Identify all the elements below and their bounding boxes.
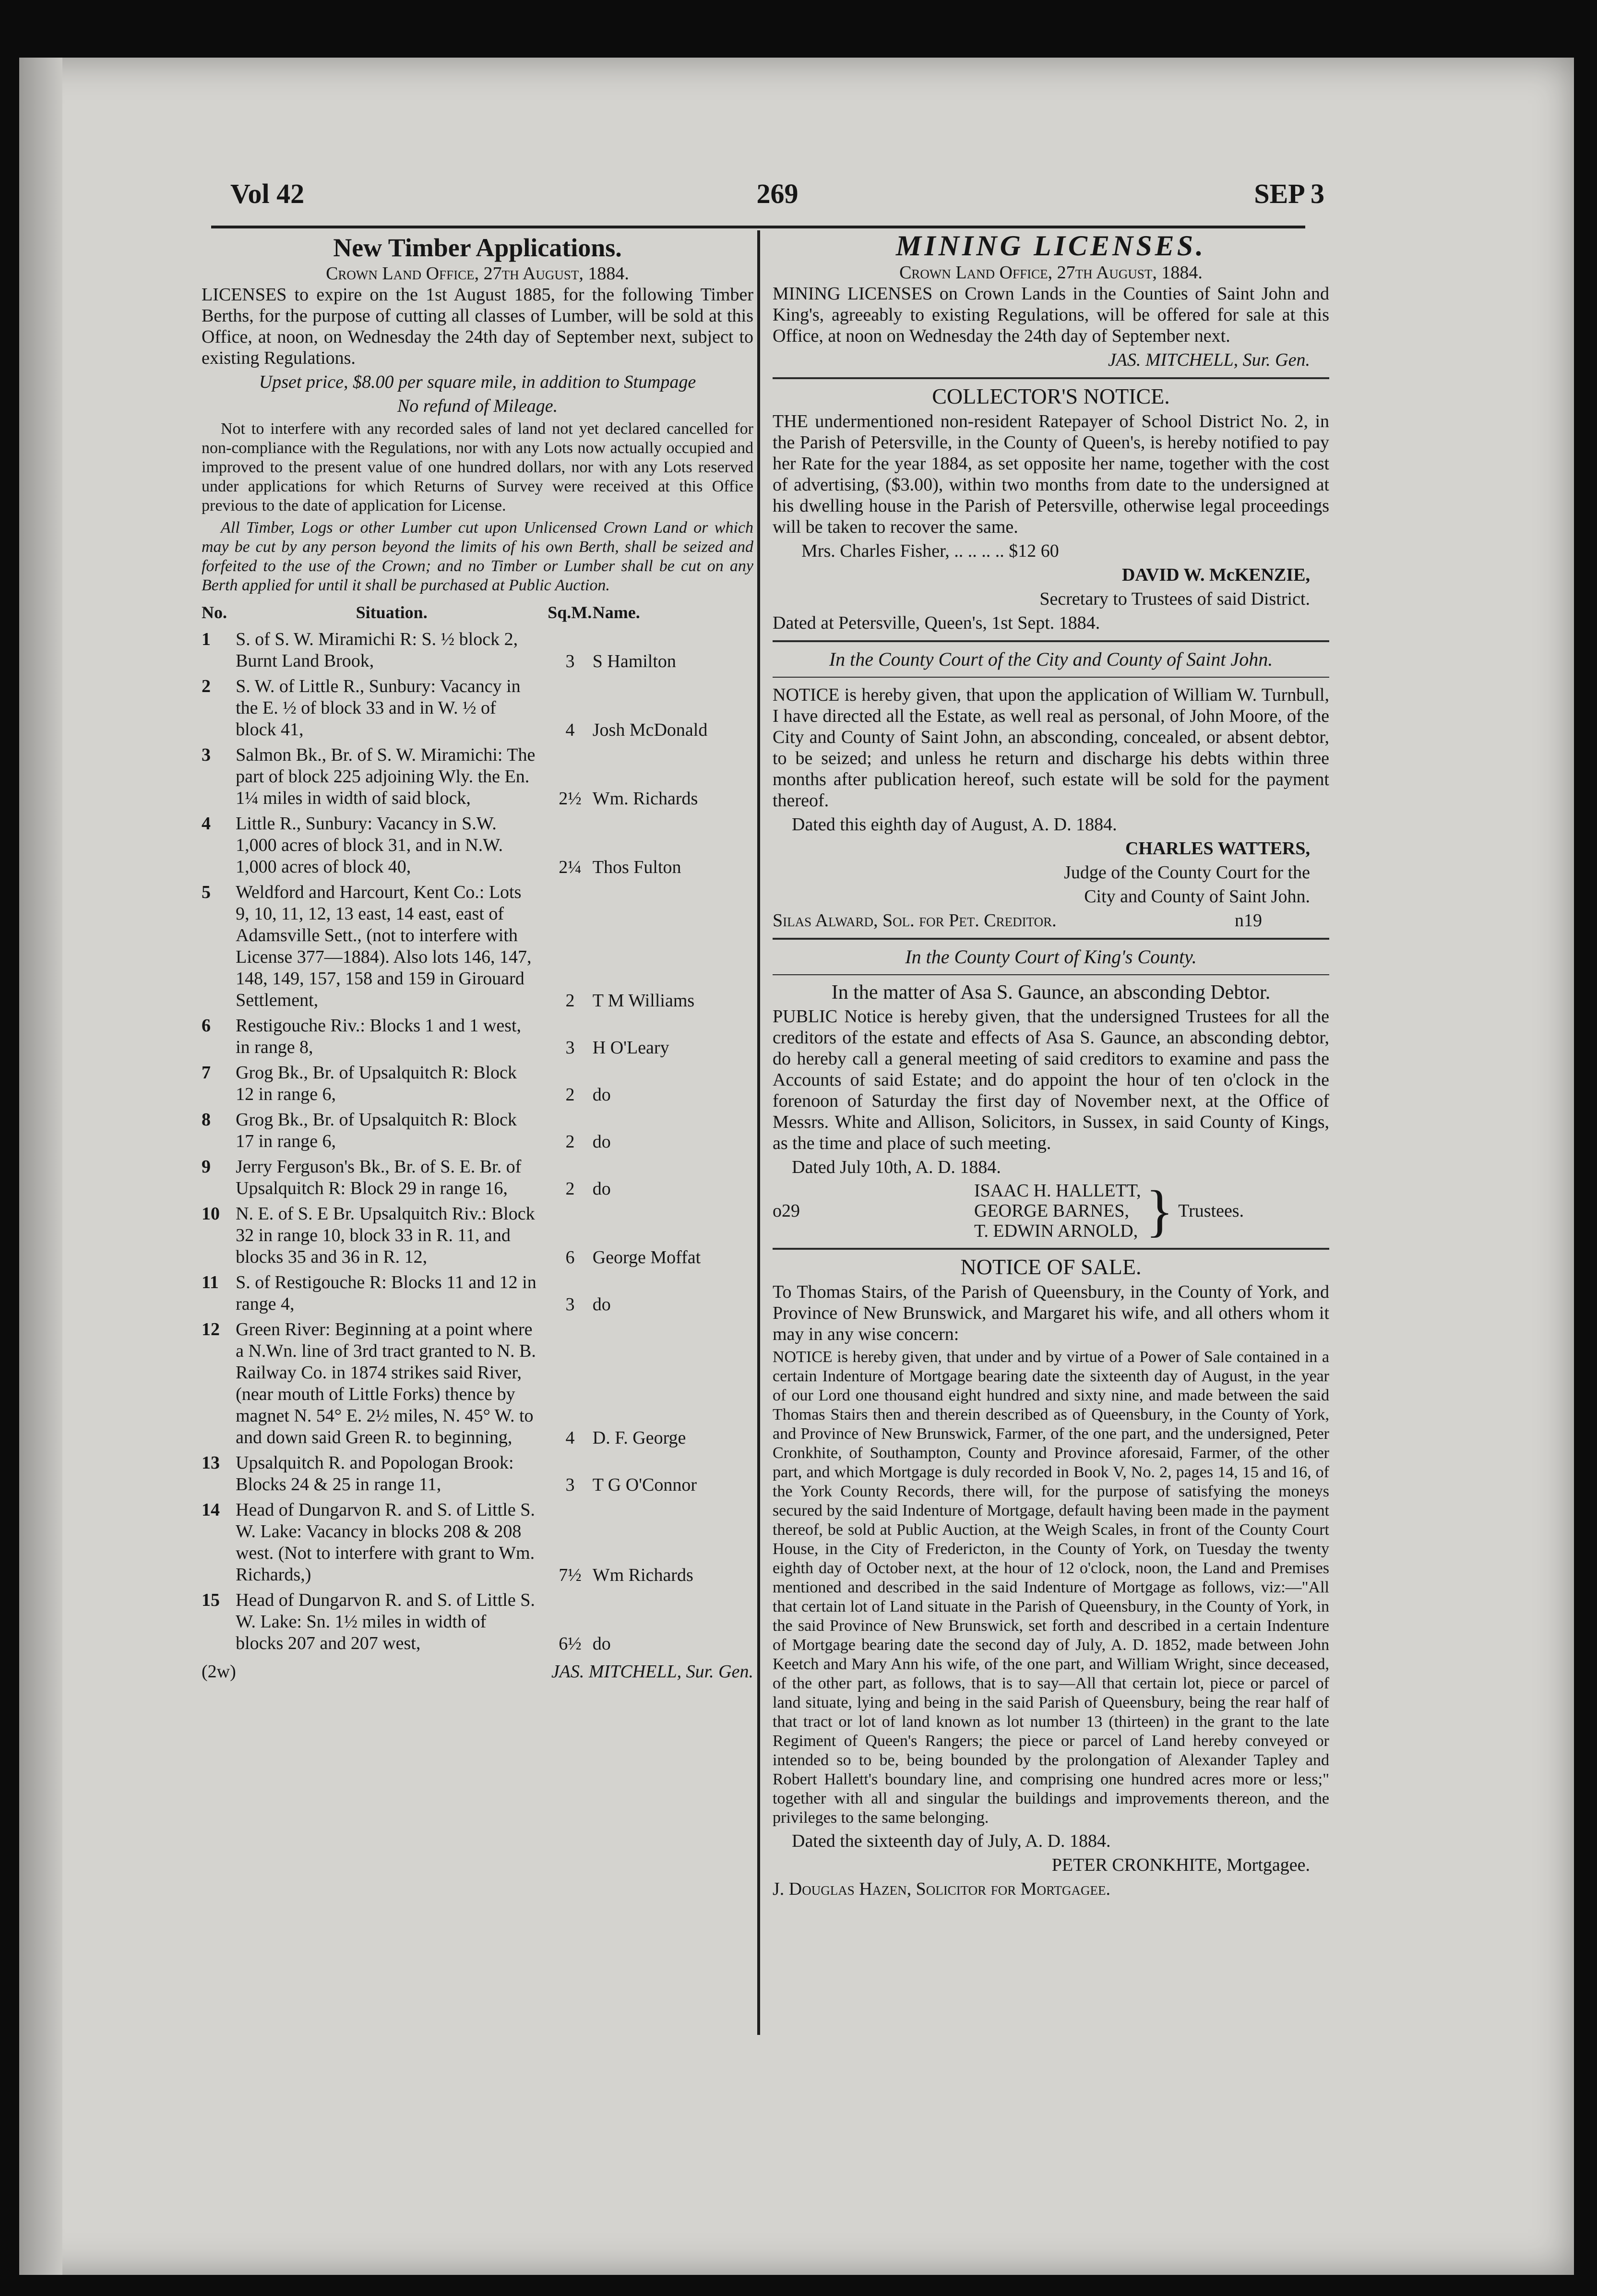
collector-date: Dated at Petersville, Queen's, 1st Sept. 1884. xyxy=(773,613,1100,633)
table-row xyxy=(202,674,753,742)
row-name: do xyxy=(592,1294,611,1315)
row-situation: Salmon Bk., Br. of S. W. Miramichi: The part of block 225 adjoining Wly. the En. 1¼ miles in width of said block, xyxy=(236,745,536,808)
page-number: 269 xyxy=(756,178,798,209)
table-row xyxy=(202,880,753,1013)
sale-addressee: To Thomas Stairs, of the Parish of Queensbury, in the County of York, and Province of New Brunswick, and Margaret his wife, and all others whom it may in any wise concern: xyxy=(773,1282,1329,1344)
table-row xyxy=(202,811,753,880)
section-rule xyxy=(773,1248,1329,1250)
trustee-name: T. EDWIN ARNOLD, xyxy=(974,1221,1138,1241)
row-sqm: 2 xyxy=(565,991,575,1011)
sale-solicitor: J. Douglas Hazen, Solicitor for Mortgagee. xyxy=(773,1879,1110,1899)
volume-label: Vol 42 xyxy=(230,178,305,209)
court1-text: NOTICE is hereby given, that upon the application of William W. Turnbull, I have directed all the Estate, as well real as personal, of John Moore, of the City and County of Saint John, an absconding, concealed, or absent debtor, to be seized; and unless he return and discharge his debts within three months after publication hereof, such estate will be sold for the payment thereof. xyxy=(773,685,1329,811)
court1-sig-title: Judge of the County Court for the xyxy=(1064,862,1310,883)
row-situation: Head of Dungarvon R. and S. of Little S. W. Lake: Vacancy in blocks 208 & 208 west. (Not to interfere with grant to Wm. Richards,) xyxy=(236,1500,535,1585)
court2-title: In the County Court of King's County. xyxy=(905,946,1197,968)
row-no: 2 xyxy=(202,676,211,696)
row-situation: Upsalquitch R. and Popologan Brook: Blocks 24 & 25 in range 11, xyxy=(236,1453,514,1495)
mining-signature: JAS. MITCHELL, Sur. Gen. xyxy=(1108,350,1310,370)
table-row xyxy=(202,1270,753,1317)
mining-office-line: Crown Land Office, 27th August, 1884. xyxy=(899,263,1203,283)
court1-sig-name: CHARLES WATTERS, xyxy=(1125,838,1310,859)
row-sqm: 3 xyxy=(565,651,575,671)
row-sqm: 2 xyxy=(565,1085,575,1105)
row-no: 11 xyxy=(202,1272,219,1292)
timber-footer-signature: JAS. MITCHELL, Sur. Gen. xyxy=(551,1662,753,1682)
table-row xyxy=(202,1060,753,1107)
row-no: 1 xyxy=(202,629,211,649)
court1-solicitor-line xyxy=(773,910,1329,931)
row-situation: S. of Restigouche R: Blocks 11 and 12 in range 4, xyxy=(236,1272,536,1314)
row-sqm: 2¼ xyxy=(559,857,582,877)
row-sqm: 3 xyxy=(565,1294,575,1315)
row-situation: Weldford and Harcourt, Kent Co.: Lots 9, 10, 11, 12, 13 east, 14 east, east of Adamsville Sett., (not to interfere with License 377—1884). Also lots 146, 147, 148, 149, 157, 158 and 159 in Girouard Settlement, xyxy=(236,882,532,1010)
row-situation: S. of S. W. Miramichi R: S. ½ block 2, Burnt Land Brook, xyxy=(236,629,518,671)
court1-solicitor: Silas Alward, Sol. for Pet. Creditor. xyxy=(773,910,1057,931)
row-no: 3 xyxy=(202,745,211,765)
table-row xyxy=(202,1107,753,1154)
table-row xyxy=(202,1588,753,1656)
section-rule xyxy=(773,974,1329,975)
row-situation: Grog Bk., Br. of Upsalquitch R: Block 12 in range 6, xyxy=(236,1063,517,1104)
row-name: Wm. Richards xyxy=(592,789,698,809)
row-no: 13 xyxy=(202,1453,220,1473)
row-name: do xyxy=(592,1132,611,1152)
col-situation: Situation. xyxy=(356,603,428,622)
row-name: Wm Richards xyxy=(592,1565,693,1585)
timber-note-seizure: All Timber, Logs or other Lumber cut upon Unlicensed Crown Land or which may be cut by any person beyond the limits of his own Berth, shall be seized and forfeited to the use of the Crown; and no Timber or Lumber shall be cut on any Berth applied for until it shall be purchased at Public Auction. xyxy=(202,519,753,594)
trustee-name: ISAAC H. HALLETT, xyxy=(974,1181,1141,1201)
court1-title: In the County Court of the City and County of Saint John. xyxy=(829,648,1273,670)
col-name: Name. xyxy=(592,603,640,622)
collector-sig-title: Secretary to Trustees of said District. xyxy=(1039,589,1310,609)
col-no: No. xyxy=(202,603,227,622)
court1-date: Dated this eighth day of August, A. D. 1884. xyxy=(792,814,1117,835)
row-sqm: 3 xyxy=(565,1038,575,1058)
row-situation: Jerry Ferguson's Bk., Br. of S. E. Br. of Upsalquitch R: Block 29 in range 16, xyxy=(236,1157,522,1198)
sale-date: Dated the sixteenth day of July, A. D. 1884. xyxy=(792,1831,1111,1851)
row-name: T G O'Connor xyxy=(592,1475,697,1495)
collector-title: COLLECTOR'S NOTICE. xyxy=(932,384,1170,408)
col-sqm: Sq.M. xyxy=(548,603,592,622)
right-column xyxy=(773,230,1329,1902)
row-situation: Little R., Sunbury: Vacancy in S.W. 1,000 acres of block 31, and in N.W. 1,000 acres of block 40, xyxy=(236,813,503,877)
row-no: 15 xyxy=(202,1590,220,1610)
court2-code: o29 xyxy=(773,1201,800,1221)
row-name: do xyxy=(592,1085,611,1105)
row-situation: Head of Dungarvon R. and S. of Little S. W. Lake: Sn. 1½ miles in width of blocks 207 and 207 west, xyxy=(236,1590,535,1653)
table-row xyxy=(202,1013,753,1060)
row-sqm: 3 xyxy=(565,1475,575,1495)
row-situation: N. E. of S. E Br. Upsalquitch Riv.: Block 32 in range 10, block 33 in R. 11, and blocks 35 and 36 in R. 12, xyxy=(236,1204,535,1267)
sale-text: NOTICE is hereby given, that under and by virtue of a Power of Sale contained in a certain Indenture of Mortgage bearing date the sixteenth day of August, in the year of our Lord one thousand eight hundred and sixty nine, and made between the said Thomas Stairs then and therein described as of Queensbury, in the County of York, and Province of New Brunswick, Farmer, of the one part, and the undersigned, Peter Cronkhite, of Southampton, County and Province aforesaid, Farmer, of the other part, and which Mortgage is duly recorded in Book V, No. 2, pages 14, 15 and 16, of the York County Records, there will, for the purpose of satisfying the moneys secured by the said Indenture of Mortgage, default having been made in the payment thereof, be sold at Public Auction, at the Weigh Scales, in front of the County Court House, in the City of Fredericton, in the County of York, on Tuesday the twenty eighth day of October next, at the hour of 12 o'clock, noon, the Land and Premises mentioned and described in the said Indenture of Mortgage as follows, viz:—"All that certain lot of Land situate in the Parish of Queensbury, in the County of York, in the said Province of New Brunswick, set forth and described in a certain Indenture of Mortgage bearing date the second day of July, A. D. 1852, made between John Keetch and Mary Ann his wife, of the one part, and William Wright, since deceased, of the other part, as follows, that is to say—All that certain lot, piece or parcel of land situate, lying and being in the said Parish of Queensbury, being the rear half of that tract or lot of land known as lot number 13 (thirteen) in the grant to the late Regiment of Queen's Rangers; the piece or parcel of Land hereby conveyed or intended so to be, being bounded by the prolongation of Alexander Tapley and Robert Hallett's boundary line, and comprising one hundred acres more or less;" together with all and singular the buildings and improvements thereon, and the privileges to the same belonging. xyxy=(773,1348,1329,1827)
trustee-name: GEORGE BARNES, xyxy=(974,1201,1130,1221)
section-rule xyxy=(773,377,1329,379)
court1-sig-place: City and County of Saint John. xyxy=(1084,886,1310,907)
row-sqm: 4 xyxy=(565,1428,575,1448)
issue-date: SEP 3 xyxy=(1254,178,1324,209)
mining-text: MINING LICENSES on Crown Lands in the Counties of Saint John and King's, agreeably to existing Regulations, will be offered for sale at this Office, at noon on Wednesday the 24th day of September next. xyxy=(773,284,1329,346)
row-name: H O'Leary xyxy=(592,1038,669,1058)
row-name: do xyxy=(592,1179,611,1199)
row-no: 5 xyxy=(202,882,211,902)
left-column xyxy=(202,230,753,1682)
sale-signature: PETER CRONKHITE, Mortgagee. xyxy=(1051,1855,1310,1875)
table-row xyxy=(202,742,753,811)
timber-intro: LICENSES to expire on the 1st August 1885, for the following Timber Berths, for the purpose of cutting all classes of Lumber, will be sold at this Office, at noon, on Wednesday the 24th day of September next, subject to existing Regulations. xyxy=(202,285,753,368)
page-edge xyxy=(19,58,62,2275)
row-sqm: 2 xyxy=(565,1179,575,1199)
timber-footer-code: (2w) xyxy=(202,1662,236,1682)
court2-date: Dated July 10th, A. D. 1884. xyxy=(792,1157,1001,1177)
section-rule xyxy=(773,938,1329,940)
header-rule xyxy=(211,226,1305,228)
court2-matter: In the matter of Asa S. Gaunce, an absconding Debtor. xyxy=(831,981,1271,1004)
table-row xyxy=(202,1201,753,1270)
row-no: 4 xyxy=(202,813,211,834)
mining-title: MINING LICENSES. xyxy=(895,230,1206,262)
timber-upset-price: Upset price, $8.00 per square mile, in addition to Stumpage xyxy=(259,372,696,392)
timber-note-interfere: Not to interfere with any recorded sales of land not yet declared cancelled for non-compliance with the Regulations, nor with any Lots now actually occupied and improved to the present value of one hundred dollars, nor with any Lots reserved under applications for which Returns of Survey were received at this Office previous to the date of application for License. xyxy=(202,420,753,514)
timber-title: New Timber Applications. xyxy=(333,233,622,262)
row-sqm: 6 xyxy=(565,1247,575,1268)
row-sqm: 2 xyxy=(565,1132,575,1152)
row-sqm: 2½ xyxy=(559,789,582,809)
row-no: 14 xyxy=(202,1500,220,1520)
timber-table-header xyxy=(202,598,753,627)
row-no: 10 xyxy=(202,1204,220,1224)
trustee-names xyxy=(974,1181,1141,1241)
section-rule xyxy=(773,677,1329,678)
timber-table xyxy=(202,598,753,1656)
trustees-label: Trustees. xyxy=(1178,1201,1244,1221)
court1-code: n19 xyxy=(1235,910,1262,931)
column-divider xyxy=(757,230,760,2035)
row-sqm: 4 xyxy=(565,720,575,740)
row-situation: Restigouche Riv.: Blocks 1 and 1 west, in range 8, xyxy=(236,1016,522,1057)
collector-entry: Mrs. Charles Fisher, .. .. .. .. $12 60 xyxy=(801,541,1059,561)
row-no: 6 xyxy=(202,1016,211,1036)
row-no: 7 xyxy=(202,1063,211,1083)
collector-sig-name: DAVID W. McKENZIE, xyxy=(1121,565,1310,585)
row-situation: Green River: Beginning at a point where a N.Wn. line of 3rd tract granted to N. B. Railway Co. in 1874 strikes said River, (near mouth of Little Forks) thence by magnet N. 54° E. 2½ miles, N. 45° W. to and down said Green R. to beginning, xyxy=(236,1319,536,1447)
row-name: Josh McDonald xyxy=(592,720,708,740)
timber-office-line: Crown Land Office, 27th August, 1884. xyxy=(326,263,629,284)
sale-title: NOTICE OF SALE. xyxy=(960,1255,1142,1279)
row-situation: S. W. of Little R., Sunbury: Vacancy in the E. ½ of block 33 and in W. ½ of block 41, xyxy=(236,676,521,740)
row-name: S Hamilton xyxy=(592,651,676,671)
timber-refund: No refund of Mileage. xyxy=(397,396,558,416)
row-name: T M Williams xyxy=(592,991,695,1011)
row-sqm: 6½ xyxy=(559,1634,582,1654)
row-no: 9 xyxy=(202,1157,211,1177)
timber-footer xyxy=(202,1661,753,1682)
row-name: D. F. George xyxy=(592,1428,686,1448)
collector-text: THE undermentioned non-resident Ratepayer of School District No. 2, in the Parish of Petersville, in the County of Queen's, is hereby notified to pay her Rate for the year 1884, as set opposite her name, together with the cost of advertising, ($3.00), within two months from date to the undersigned at his dwelling house in the Parish of Petersville, otherwise legal proceedings will be taken to recover the same. xyxy=(773,411,1329,537)
section-rule xyxy=(773,640,1329,642)
row-no: 8 xyxy=(202,1110,211,1130)
row-name: do xyxy=(592,1634,611,1654)
row-name: Thos Fulton xyxy=(592,857,681,877)
table-row xyxy=(202,1154,753,1201)
page-header xyxy=(230,168,1324,221)
trustees-block xyxy=(773,1181,1329,1241)
row-sqm: 7½ xyxy=(559,1565,582,1585)
row-name: George Moffat xyxy=(592,1247,701,1268)
table-row xyxy=(202,1317,753,1450)
table-row xyxy=(202,627,753,674)
row-situation: Grog Bk., Br. of Upsalquitch R: Block 17 in range 6, xyxy=(236,1110,517,1151)
row-no: 12 xyxy=(202,1319,220,1339)
table-row xyxy=(202,1497,753,1588)
court2-text: PUBLIC Notice is hereby given, that the undersigned Trustees for all the creditors of the estate and effects of Asa S. Gaunce, an absconding debtor, do hereby call a general meeting of said creditors to examine and pass the Accounts of said Estate; and do appoint the hour of ten o'clock in the forenoon of Saturday the first day of November next, at the Office of Messrs. White and Allison, Solicitors, in Sussex, in said County of Kings, as the time and place of such meeting. xyxy=(773,1006,1329,1153)
table-row xyxy=(202,1450,753,1497)
brace-glyph: } xyxy=(1145,1179,1174,1243)
